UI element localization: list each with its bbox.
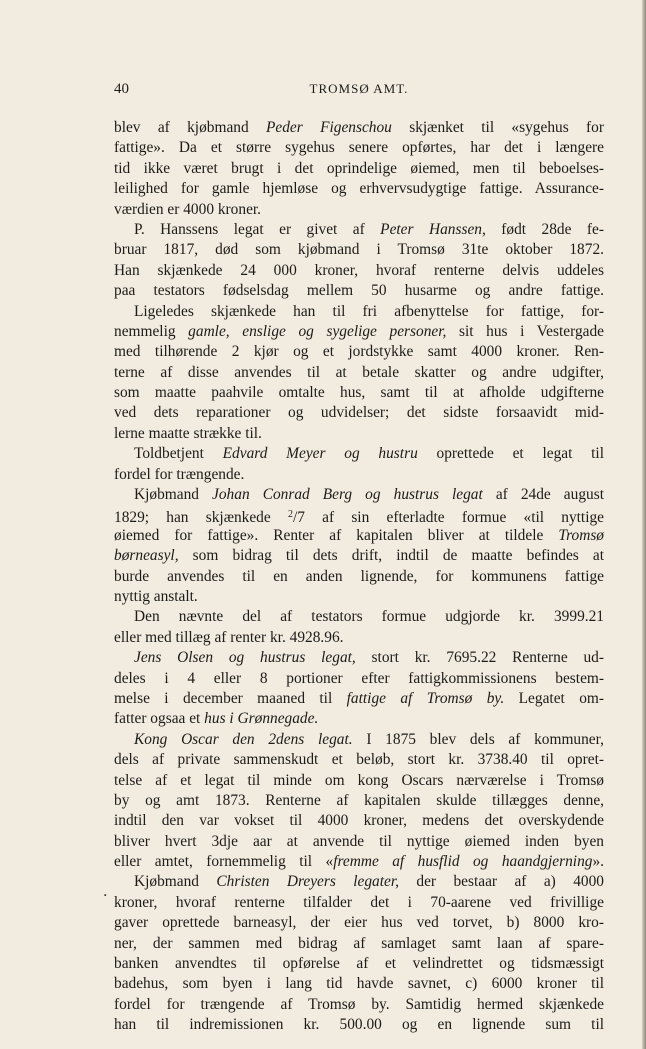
text-line xyxy=(114,118,604,138)
text-segment: værdien er 4000 kroner. xyxy=(114,200,262,218)
text-segment: indtil den var vokset til 4000 kroner, medens det overskydende xyxy=(114,812,604,830)
text-segment: stort kr. 7695.22 Renterne ud- xyxy=(355,649,604,667)
text-segment: dels af private sammenskudt et beløb, stort kr. 3738.40 til opret- xyxy=(114,751,604,769)
text-segment: Han skjænkede 24 000 kroner, hvoraf renterne delvis uddeles xyxy=(114,261,604,279)
text-line xyxy=(114,709,604,729)
text-segment: nemmelig xyxy=(114,322,189,340)
text-segment: nyttig anstalt. xyxy=(114,587,198,605)
text-line xyxy=(114,730,604,750)
text-segment: badehus, som byen i lang tid havde savnet, c) 6000 kroner til xyxy=(114,975,604,993)
text-segment: med tilhørende 2 kjør og et jordstykke samt 4000 kroner. Ren- xyxy=(114,343,604,361)
text-segment: som maatte paahvile omtalte hus, samt til at afholde udgifterne xyxy=(114,384,604,402)
text-segment: fordel for trængende. xyxy=(114,465,245,483)
text-line xyxy=(114,669,604,689)
text-segment: by og amt 1873. Renterne af kapitalen skulde tillægges denne, xyxy=(114,791,604,809)
text-segment: Toldbetjent xyxy=(134,445,223,463)
text-segment: ner, der sammen med bidrag af samlaget samt laan af spare- xyxy=(114,934,604,952)
text-line xyxy=(114,954,604,974)
text-line xyxy=(114,505,604,525)
text-segment: oprettede et legat til xyxy=(417,445,604,463)
italic-text: hus i Grønnegade. xyxy=(204,710,319,728)
text-segment: kroner, hvoraf renterne tilfalder det i 70-aarene ved frivillige xyxy=(114,893,604,911)
italic-text: gamle, enslige og sygelige personer, xyxy=(188,322,447,340)
text-line xyxy=(114,465,604,485)
text-line xyxy=(114,485,604,505)
text-segment: skjænket til «sygehus for xyxy=(391,119,604,136)
text-line xyxy=(114,261,604,281)
text-line xyxy=(114,138,604,158)
text-segment: melse i december maaned til xyxy=(114,689,347,707)
text-line xyxy=(114,444,604,464)
text-segment: burde anvendes til en anden lignende, for kommunens fattige xyxy=(114,567,604,585)
text-line xyxy=(114,995,604,1015)
text-segment: ». xyxy=(592,853,605,871)
text-segment: ved dets reparationer og udvidelser; det sidste forsaavidt mid- xyxy=(114,404,604,422)
text-segment: 1829; han skjænkede xyxy=(114,509,288,527)
text-segment: leilighed for gamle hjemløse og erhvervsudygtige fattige. Assurance- xyxy=(114,180,604,198)
text-line xyxy=(114,689,604,709)
text-line xyxy=(114,322,604,342)
text-segment: gaver oprettede barneasyl, der eier hus ved torvet, b) 8000 kro- xyxy=(114,914,604,932)
text-line xyxy=(114,200,604,220)
text-line xyxy=(114,1015,604,1035)
italic-text: Edvard Meyer og hustru xyxy=(222,445,418,463)
text-segment: øiemed for fattige». Renter af kapitalen bliver at tildele xyxy=(114,526,559,544)
text-segment: eller med tillæg af renter kr. 4928.96. xyxy=(114,628,344,646)
text-segment: lerne maatte strække til. xyxy=(114,424,262,442)
text-line xyxy=(114,607,604,627)
page-edge xyxy=(642,0,646,1049)
text-line xyxy=(114,383,604,403)
text-segment: der bestaar af a) 4000 xyxy=(398,873,604,891)
text-segment: I 1875 blev dels af kommuner, xyxy=(352,730,604,748)
italic-text: Tromsø xyxy=(558,526,604,544)
text-segment: født 28de fe- xyxy=(485,220,604,238)
text-segment: Den nævnte del af testators formue udgjorde kr. 3999.21 xyxy=(134,608,604,626)
text-segment: som bidrag til dets drift, indtil de maatte befindes at xyxy=(178,547,604,565)
text-line xyxy=(114,220,604,240)
text-segment: Legatet om- xyxy=(504,689,604,707)
page-body xyxy=(114,118,604,1036)
text-line xyxy=(114,281,604,301)
text-line xyxy=(114,302,604,322)
text-segment: paa testators fødselsdag mellem 50 husarme og andre fattige. xyxy=(114,282,604,300)
text-line xyxy=(114,934,604,954)
italic-text: fremme af husflid og haandgjerning xyxy=(333,853,593,871)
text-line xyxy=(114,628,604,648)
text-segment: fattige». Da et større sygehus senere opførtes, har det i længere xyxy=(114,139,604,157)
text-line xyxy=(114,403,604,423)
italic-text: fattige af Tromsø by. xyxy=(346,689,505,707)
text-line xyxy=(114,159,604,179)
text-segment: banken anvendtes til opførelse af et velindrettet og tidsmæssigt xyxy=(114,955,604,973)
text-segment: Kjøbmand xyxy=(134,873,217,891)
text-line xyxy=(114,974,604,994)
text-segment: sit hus i Vestergade xyxy=(446,322,604,340)
text-segment: eller amtet, fornemmelig til « xyxy=(114,853,334,871)
page-header xyxy=(114,81,604,101)
text-segment: fordel for trængende af Tromsø by. Samtidig hermed skjænkede xyxy=(114,995,604,1013)
text-line xyxy=(114,648,604,668)
italic-text: Peder Figenschou xyxy=(266,119,392,136)
italic-text: Christen Dreyers legater, xyxy=(216,873,399,891)
italic-text: Johan Conrad Berg og hustrus legat xyxy=(212,486,483,504)
text-segment: /7 af sin efterladte formue «til nyttige xyxy=(292,509,604,527)
text-line xyxy=(114,526,604,546)
text-line xyxy=(114,546,604,566)
italic-text: Kong Oscar den 2dens legat. xyxy=(134,730,353,748)
text-segment: Ligeledes skjænkede han til fri afbenyttelse for fattige, for- xyxy=(134,302,604,320)
italic-text: børneasyl, xyxy=(114,547,179,565)
page-number: 40 xyxy=(114,81,129,97)
italic-text: Jens Olsen og hustrus legat, xyxy=(134,649,356,667)
text-segment: deles i 4 eller 8 portioner efter fattigkommissionens bestem- xyxy=(114,669,604,687)
text-segment: fatter ogsaa et xyxy=(114,710,205,728)
superscript: 2 xyxy=(287,509,293,521)
text-line xyxy=(114,567,604,587)
text-segment: terne af disse anvendes til at betale skatter og andre udgifter, xyxy=(114,363,604,381)
running-head: TROMSØ AMT. xyxy=(309,81,409,96)
text-line xyxy=(114,852,604,872)
text-line xyxy=(114,240,604,260)
text-segment: af 24de august xyxy=(482,486,604,504)
text-line xyxy=(114,342,604,362)
text-line xyxy=(114,811,604,831)
text-line xyxy=(114,791,604,811)
text-line xyxy=(114,587,604,607)
text-segment: P. Hanssens legat er givet af xyxy=(134,220,381,238)
text-line xyxy=(114,750,604,770)
text-line xyxy=(114,913,604,933)
text-segment: blev af kjøbmand xyxy=(114,119,266,136)
text-line xyxy=(114,771,604,791)
text-segment: tid ikke været brugt i det oprindelige øiemed, men til beboelses- xyxy=(114,159,604,177)
text-line xyxy=(114,424,604,444)
text-line xyxy=(114,363,604,383)
text-segment: bliver hvert 3dje aar at anvende til nyttige øiemed inden byen xyxy=(114,832,604,850)
margin-mark: . xyxy=(103,884,108,900)
text-line xyxy=(114,872,604,892)
text-segment: han til indremissionen kr. 500.00 og en lignende sum til xyxy=(114,1016,604,1034)
text-segment: telse af et legat til minde om kong Oscars nærværelse i Tromsø xyxy=(114,771,604,789)
text-line xyxy=(114,832,604,852)
italic-text: Peter Hanssen, xyxy=(380,220,486,238)
text-segment: Kjøbmand xyxy=(134,486,213,504)
text-line xyxy=(114,179,604,199)
text-line xyxy=(114,893,604,913)
text-segment: bruar 1817, død som kjøbmand i Tromsø 31te oktober 1872. xyxy=(114,241,604,259)
